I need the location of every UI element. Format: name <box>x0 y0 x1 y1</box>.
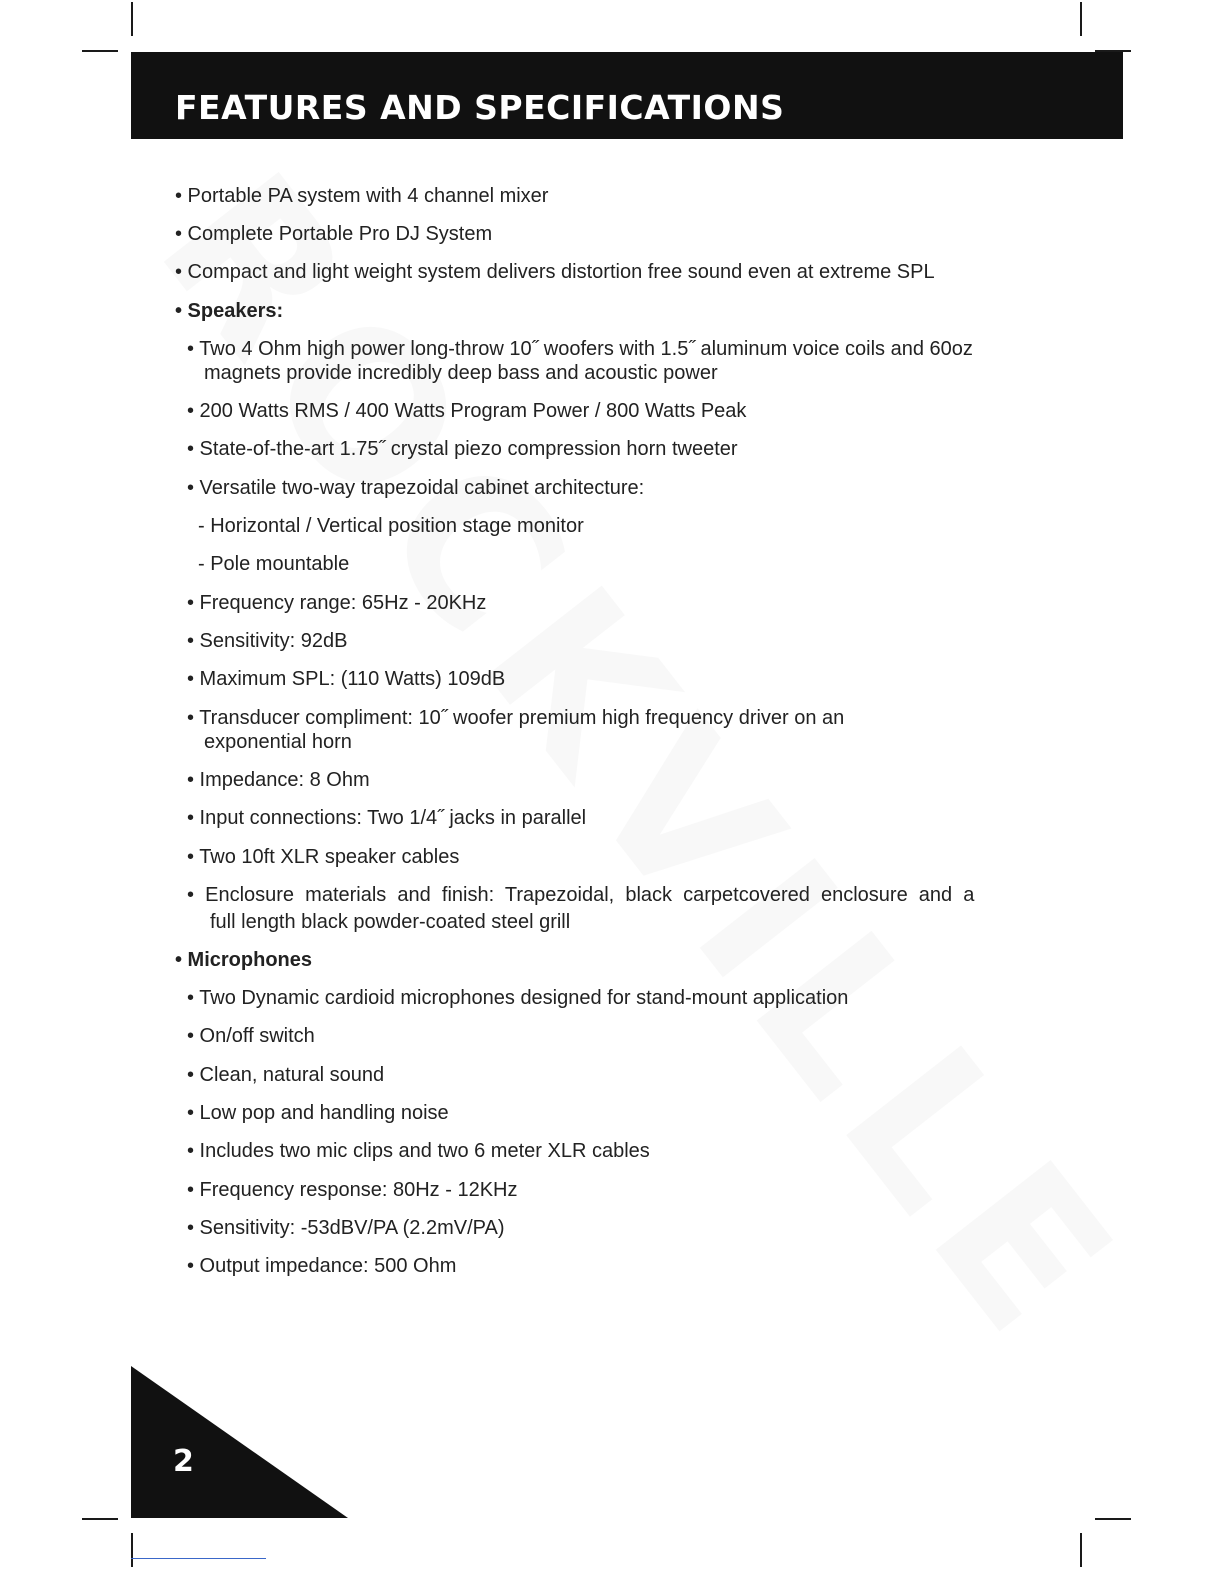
list-item: • Transducer compliment: 10˝ woofer premium high frequency driver on an <box>187 707 845 729</box>
list-item: • Low pop and handling noise <box>187 1102 449 1124</box>
list-item: • Impedance: 8 Ohm <box>187 769 370 791</box>
section-heading-speakers: • Speakers: <box>175 300 284 322</box>
list-item: • 200 Watts RMS / 400 Watts Program Power / 800 Watts Peak <box>187 400 747 422</box>
list-item: • State-of-the-art 1.75˝ crystal piezo compression horn tweeter <box>187 438 738 460</box>
list-item-continuation: exponential horn <box>204 731 352 753</box>
list-item: • Two 10ft XLR speaker cables <box>187 846 460 868</box>
crop-mark <box>131 1533 133 1567</box>
blue-guide-line <box>131 1558 266 1559</box>
page-corner-triangle <box>131 1366 348 1518</box>
list-item: • Two 4 Ohm high power long-throw 10˝ woofers with 1.5˝ aluminum voice coils and 60oz <box>187 338 973 360</box>
list-item: • Enclosure materials and finish: Trapezoidal, black carpetcovered enclosure and a <box>187 884 975 906</box>
list-item: • Sensitivity: 92dB <box>187 630 348 652</box>
list-item: • Includes two mic clips and two 6 meter XLR cables <box>187 1140 650 1162</box>
list-item: • Complete Portable Pro DJ System <box>175 223 493 245</box>
list-item: • Versatile two-way trapezoidal cabinet architecture: <box>187 477 645 499</box>
list-item: • Frequency response: 80Hz - 12KHz <box>187 1179 518 1201</box>
crop-mark <box>1080 2 1082 36</box>
list-item: • On/off switch <box>187 1025 315 1047</box>
crop-mark <box>1095 1518 1131 1520</box>
crop-mark <box>82 50 118 52</box>
list-item: • Maximum SPL: (110 Watts) 109dB <box>187 668 506 690</box>
sub-list-item: - Horizontal / Vertical position stage monitor <box>198 515 584 537</box>
section-heading-microphones: • Microphones <box>175 949 313 971</box>
list-item-continuation: full length black powder-coated steel grill <box>210 911 571 933</box>
list-item: • Portable PA system with 4 channel mixer <box>175 185 549 207</box>
list-item: • Clean, natural sound <box>187 1064 385 1086</box>
page-title: FEATURES AND SPECIFICATIONS <box>175 88 785 127</box>
page-number: 2 <box>173 1444 194 1479</box>
list-item: • Two Dynamic cardioid microphones designed for stand-mount application <box>187 987 849 1009</box>
list-item: • Sensitivity: -53dBV/PA (2.2mV/PA) <box>187 1217 505 1239</box>
crop-mark <box>1080 1533 1082 1567</box>
header-bar <box>131 52 1123 139</box>
crop-mark <box>131 2 133 36</box>
sub-list-item: - Pole mountable <box>198 553 350 575</box>
list-item: • Compact and light weight system delivers distortion free sound even at extreme SPL <box>175 261 935 283</box>
crop-mark <box>82 1518 118 1520</box>
list-item: • Input connections: Two 1/4˝ jacks in parallel <box>187 807 587 829</box>
list-item: • Frequency range: 65Hz - 20KHz <box>187 592 487 614</box>
list-item-continuation: magnets provide incredibly deep bass and acoustic power <box>204 362 718 384</box>
list-item: • Output impedance: 500 Ohm <box>187 1255 457 1277</box>
